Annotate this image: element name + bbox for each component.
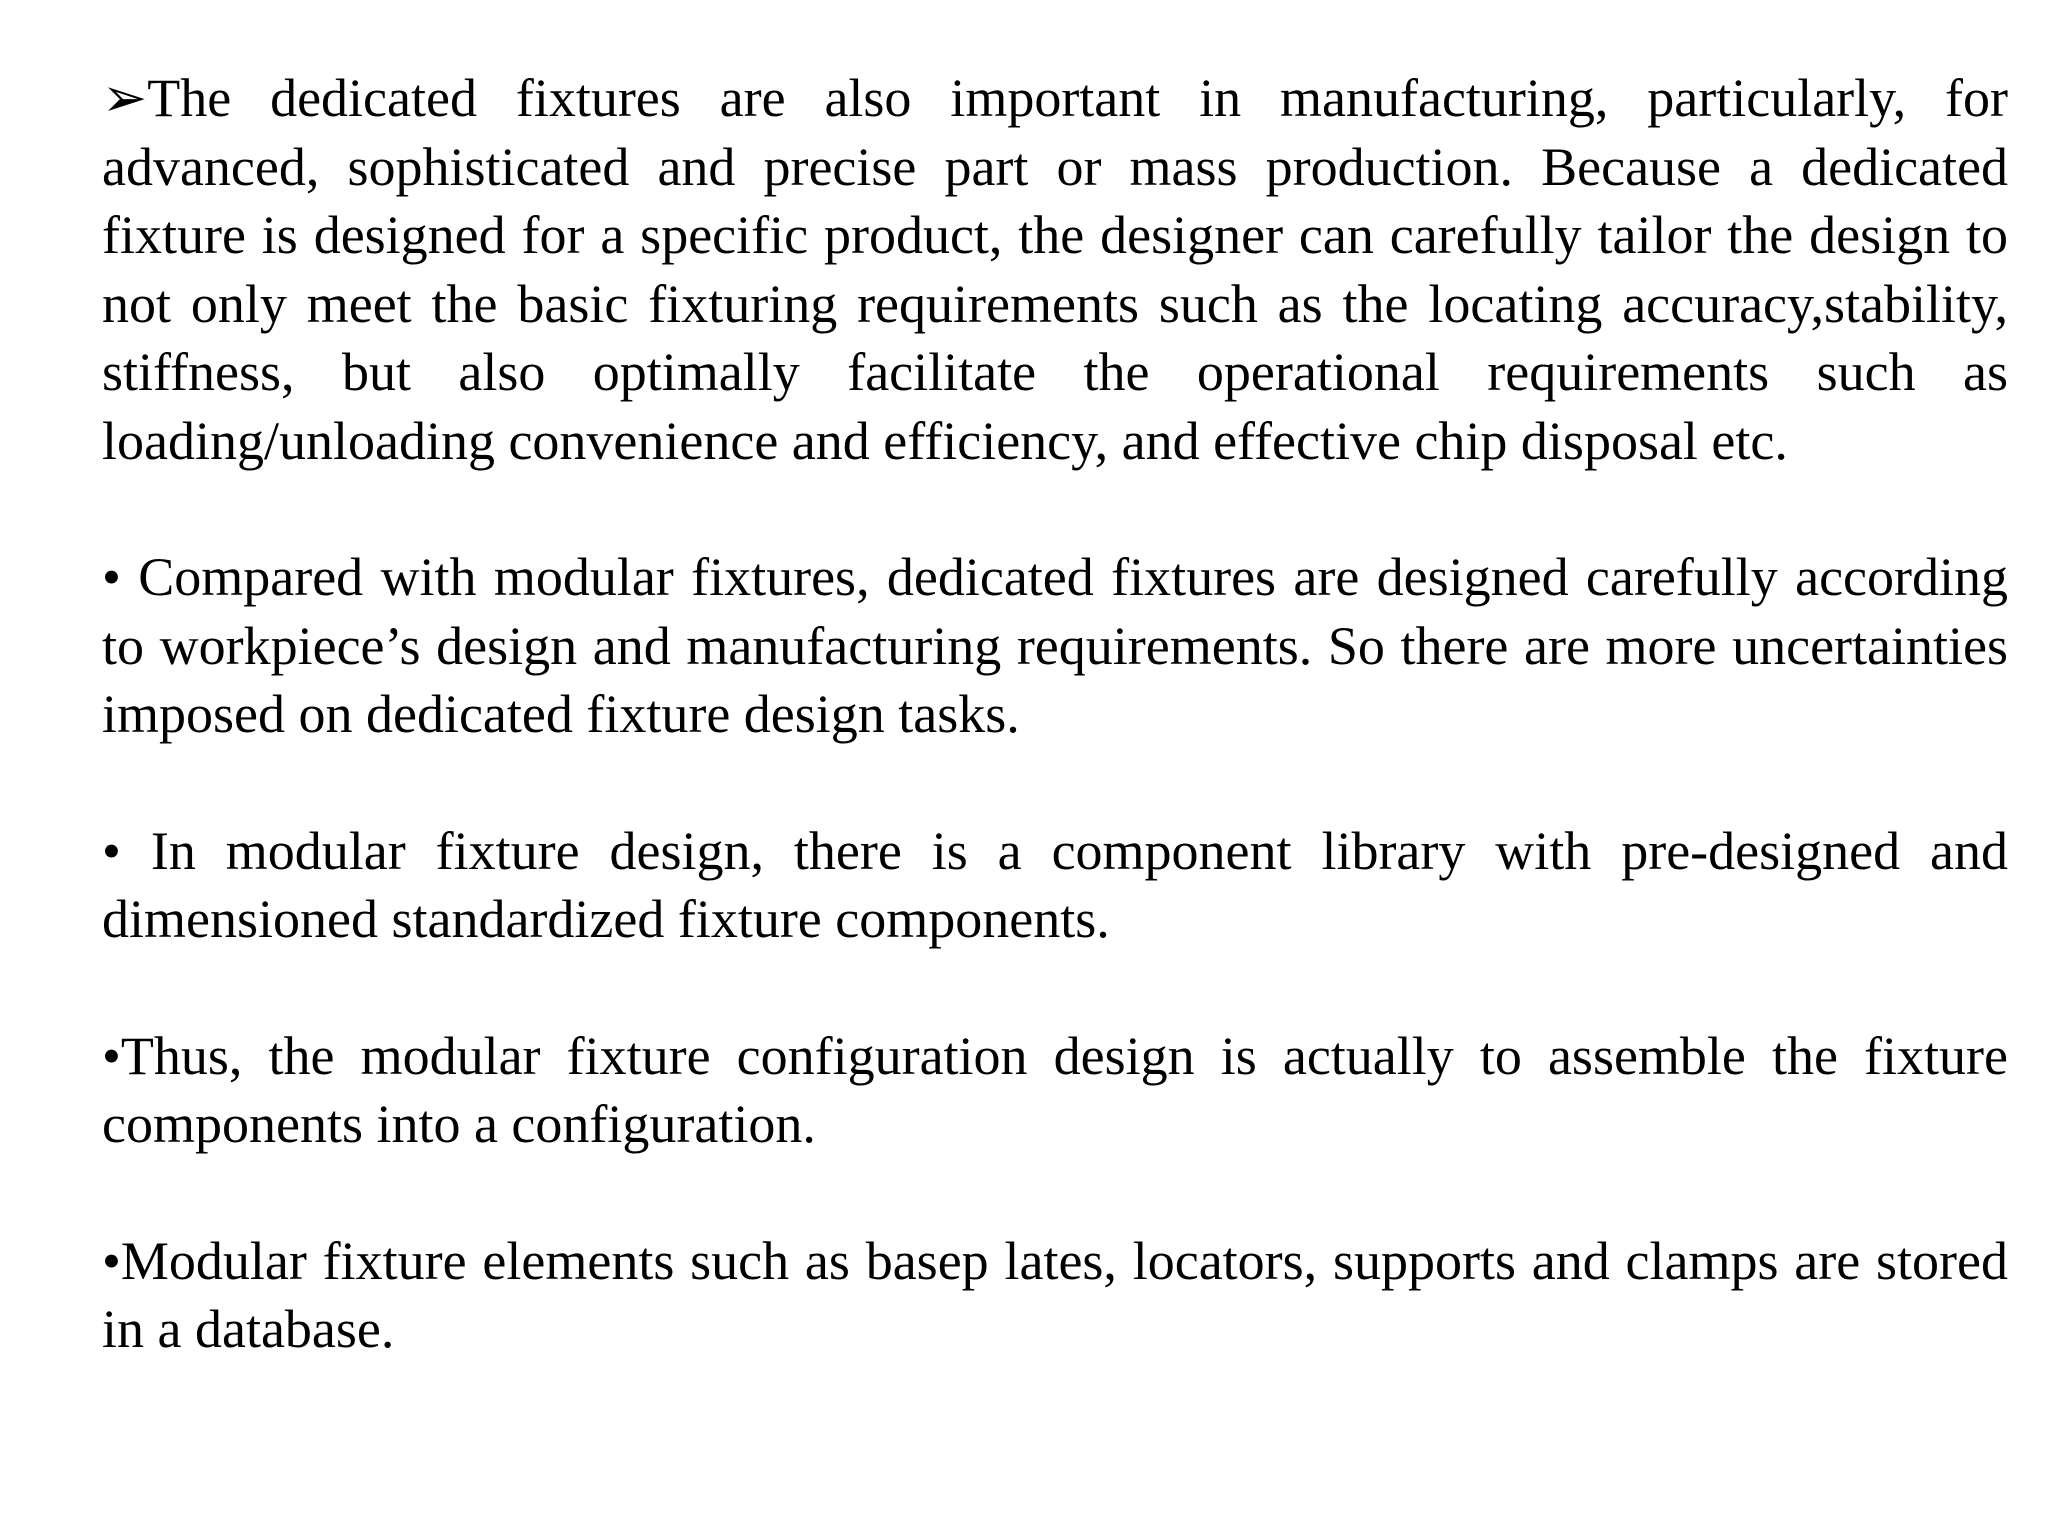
- paragraph-text: In modular fixture design, there is a component library with pre-designed and dimensioned standardized fixture components.: [102, 820, 2009, 949]
- paragraph-compared-modular: [102, 543, 2008, 749]
- arrow-bullet-icon: ➢: [102, 68, 148, 128]
- paragraph-text: Modular fixture elements such as basep lates, locators, supports and clamps are stored in a database.: [102, 1230, 2008, 1359]
- paragraph-text: The dedicated fixtures are also important in manufacturing, particularly, for advanced, sophisticated and precise part or mass production. Because a dedicated fixture is designed for a specific product, the designer can carefully tailor the design to not only meet the basic fixturing requirements such as the locating accuracy,stability, stiffness, but also optimally facilitate the operational requirements such as loading/unloading convenience and efficiency, and effective chip disposal etc.: [102, 68, 2008, 471]
- bullet-icon: •: [102, 1230, 121, 1291]
- paragraph-text: Compared with modular fixtures, dedicated fixtures are designed carefully according to workpiece’s design and manufacturing requirements. So there are more uncertainties imposed on dedicated fixture design tasks.: [102, 547, 2008, 744]
- bullet-icon: •: [102, 820, 151, 881]
- bullet-icon: •: [102, 1025, 121, 1086]
- paragraph-dedicated-fixtures: [102, 64, 2008, 475]
- paragraph-text: Thus, the modular fixture configuration design is actually to assemble the fixture components into a configuration.: [102, 1025, 2008, 1154]
- slide-body: [102, 64, 2008, 1364]
- paragraph-elements-database: [102, 1227, 2008, 1364]
- bullet-icon: •: [102, 547, 139, 607]
- paragraph-configuration: [102, 1022, 2008, 1159]
- paragraph-modular-design: [102, 817, 2008, 954]
